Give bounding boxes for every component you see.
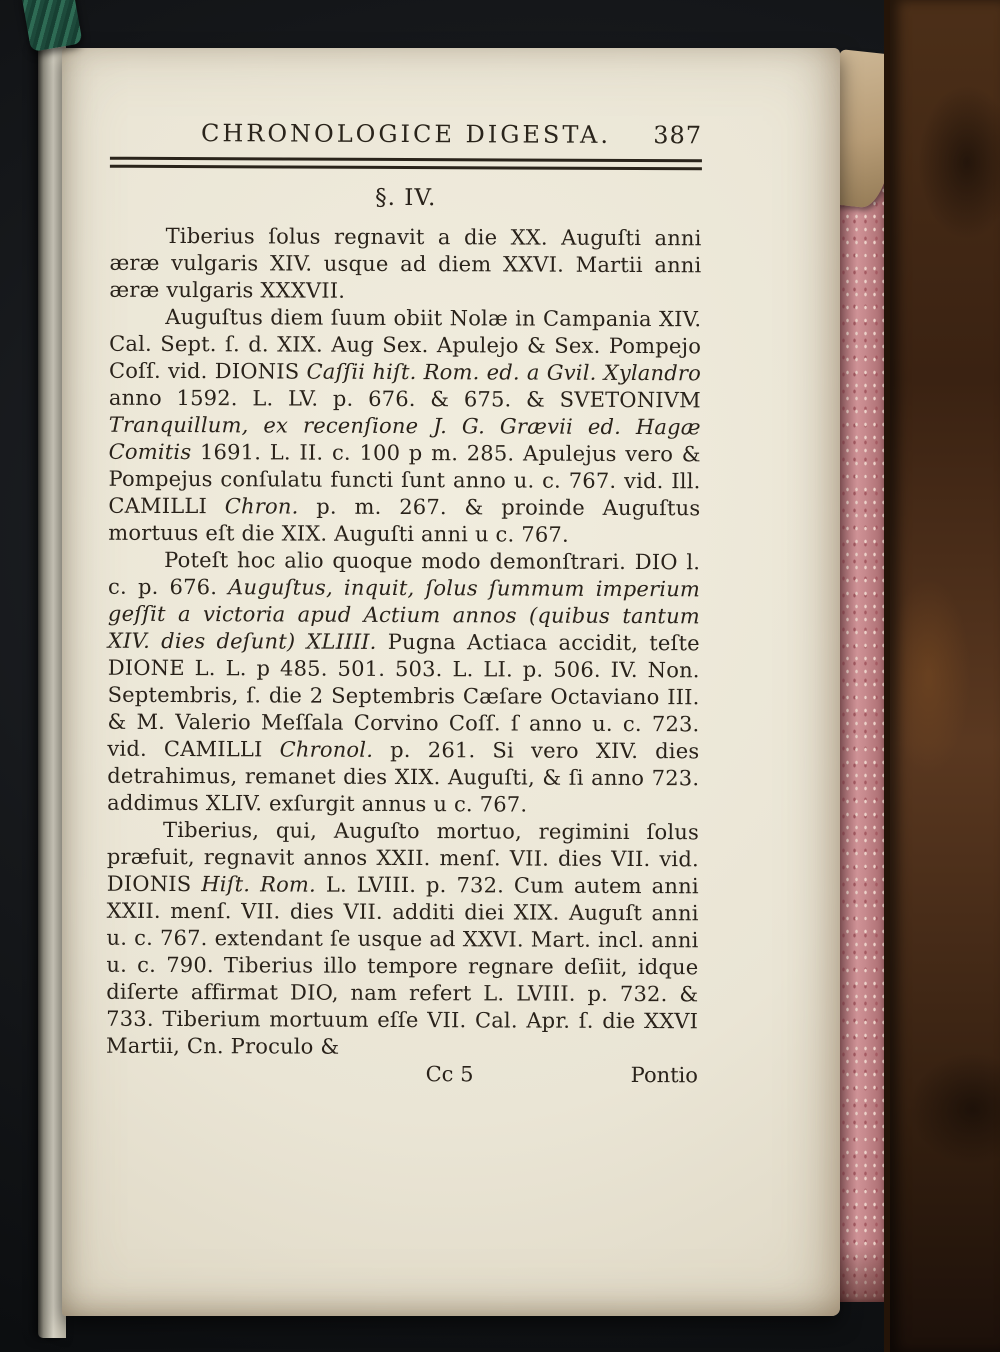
double-rule: [110, 157, 702, 171]
text-segment: Auguſtus, inquit, ſolus ſummum imperium geſſit a victoria apud Actium annos (quibus tantum XIV. dies deſunt) XLIIII.: [107, 575, 701, 654]
text-segment: Tiberius ſolus regnavit a die XX. Auguſti anni æræ vulgaris XIV. usque ad diem XXVI. Martii anni æræ vulgaris XXXVII.: [109, 223, 702, 303]
page-number: 387: [653, 121, 703, 150]
book-cover-edge: [884, 0, 1000, 1352]
paragraph: [108, 304, 701, 550]
text-segment: Auguſtus diem ſuum obiit Nolæ in Campania XIV. Cal. Sept. ſ. d. XIX. Aug Sex. Apulejo & Sex. Pompejo Coſſ. vid. DIONIS: [108, 304, 702, 384]
text-segment: 1691. L. II. c. 100 p m. 285. Apulejus vero & Pompejus conſulatu functi ſunt anno u. c. 767. vid. Ill. CAMILLI: [108, 440, 701, 519]
text-segment: Chronol.: [279, 737, 391, 762]
text-segment: Poteſt hoc alio quoque modo demonſtrari. DIO l. c. p. 676.: [108, 547, 701, 600]
body-text: [106, 223, 702, 1063]
running-head: [110, 119, 702, 150]
text-segment: Caſſii hiſt. Rom. ed. a Gvil. Xylandro: [306, 359, 702, 386]
signature-mark: Cc 5: [425, 1062, 474, 1087]
text-segment: Pugna Actiaca accidit, teſte DIONE L. L. p 485. 501. 503. L. LI. p. 506. IV. Non. Septembris, ſ. die 2 Septembris Cæſare Octaviano III. & M. Valerio Meſſala Corvino Coſſ. ſ anno u. c. 723. vid. CAMILLI: [107, 629, 700, 762]
paragraph: [107, 547, 700, 820]
text-segment: L. LVIII. p. 732. Cum autem anni XXII. menſ. VII. dies VII. additi diei XIX. Auguſt anni u. c. 767. extendant ſe usque ad XXVI. Mart. incl. anni u. c. 790. Tiberius illo tempore regnare deſiit, idque diſerte affirmat DIO, nam refert L. LVIII. p. 732. & 733. Tiberium mortuum eſſe VII. Cal. Apr. ſ. die XXVI Martii, Cn. Proculo &: [106, 872, 699, 1059]
text-segment: anno 1592. L. LV. p. 676. & 675. & SVETONIVM: [108, 385, 701, 413]
catchword: Pontio: [630, 1062, 698, 1088]
book-page: [62, 48, 840, 1316]
page-content: [106, 119, 702, 1090]
paragraph: [106, 817, 699, 1063]
text-segment: Tiberius, qui, Auguſto mortuo, regimini ſolus præfuit, regnavit annos XXII. menſ. VII. dies VII. vid. DIONIS: [106, 817, 700, 897]
text-segment: Tranquillum, ex recenſione J. G. Grævii ed. Hagæ Comitis: [108, 412, 701, 465]
text-segment: Hiſt. Rom.: [201, 872, 326, 897]
text-segment: Chron.: [224, 494, 317, 519]
section-heading: §. IV.: [375, 184, 437, 212]
page-title: CHRONOLOGICE DIGESTA.: [200, 119, 612, 149]
catchline: [106, 1060, 698, 1090]
bookmark-ribbon: [21, 0, 82, 52]
text-segment: p. m. 267. & proinde Auguſtus mortuus eſt die XIX. Auguſti anni u c. 767.: [108, 494, 701, 547]
text-segment: p. 261. Si vero XIV. dies detrahimus, remanet dies XIX. Auguſti, & ſi anno 723. addimus XLIV. exſurgit annus u c. 767.: [107, 737, 700, 817]
paragraph: [109, 223, 701, 307]
